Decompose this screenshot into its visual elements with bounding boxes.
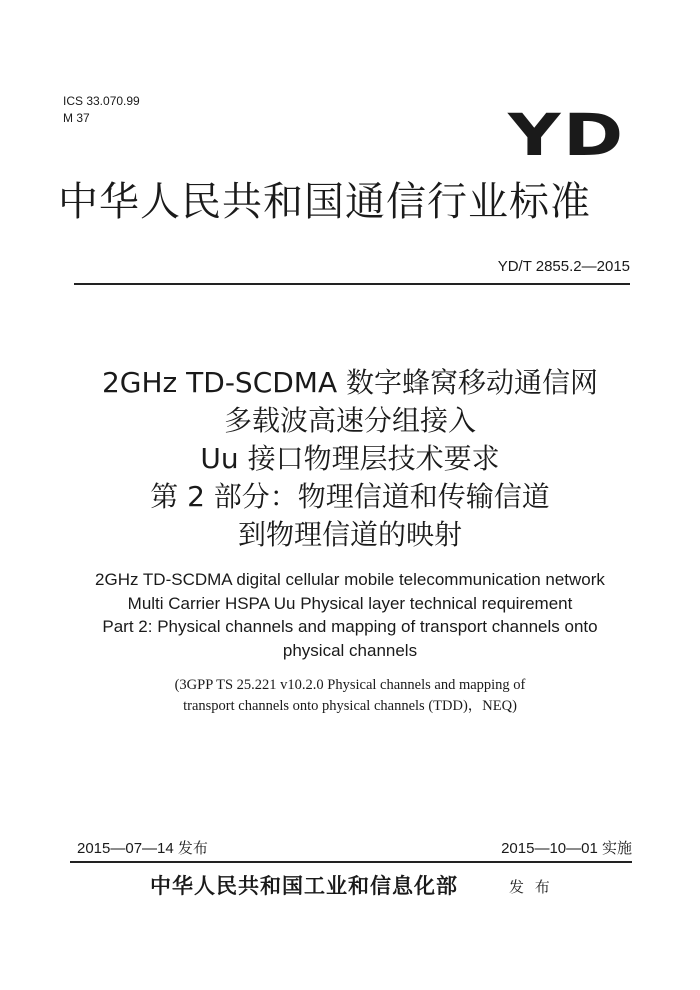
chinese-title-line: 多载波高速分组接入 (223, 404, 476, 437)
ics-code: ICS 33.070.99 (63, 94, 140, 108)
chinese-title-line: 2GHz TD-SCDMA 数字蜂窝移动通信网 (101, 366, 599, 399)
publish-label: 发 布 (509, 878, 553, 896)
implementation-date: 2015—10—01 实施 (501, 840, 632, 857)
chinese-title-line: Uu 接口物理层技术要求 (200, 442, 500, 475)
chinese-title-line: 到物理信道的映射 (237, 518, 462, 551)
english-title-line: Multi Carrier HSPA Uu Physical layer technical requirement (127, 593, 573, 613)
bottom-divider (70, 861, 632, 863)
issuing-ministry: 中华人民共和国工业和信息化部 (150, 873, 458, 898)
standard-category-title: 中华人民共和国通信行业标准 (58, 179, 591, 225)
chinese-title-line: 第 2 部分：物理信道和传输信道 (150, 480, 550, 513)
yd-logo: YD (508, 101, 626, 169)
classification-codes (63, 93, 140, 127)
english-title-line: physical channels (282, 640, 418, 660)
chinese-title-block (40, 364, 660, 554)
issue-date: 2015—07—14 发布 (77, 840, 208, 857)
english-title-line: 2GHz TD-SCDMA digital cellular mobile telecommunication network (95, 570, 605, 589)
standard-number: YD/T 2855.2—2015 (497, 258, 630, 275)
english-title-block (40, 568, 660, 662)
reference-line: (3GPP TS 25.221 v10.2.0 Physical channels and mapping of (174, 677, 526, 693)
reference-note (100, 675, 600, 717)
ccs-code: M 37 (63, 111, 90, 125)
english-title-line: Part 2: Physical channels and mapping of transport channels onto (102, 617, 598, 636)
top-divider (74, 283, 630, 285)
reference-line: transport channels onto physical channels (TDD)，NEQ) (183, 698, 517, 714)
